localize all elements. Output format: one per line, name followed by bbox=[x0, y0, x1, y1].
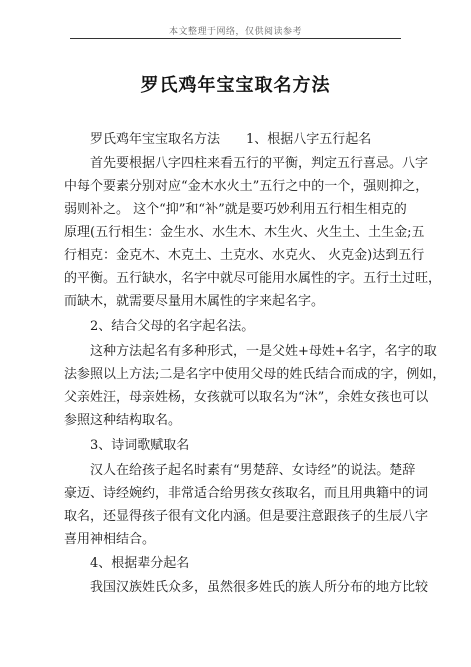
paragraph-line: 喜用神相结合。 bbox=[64, 532, 156, 547]
section-heading: 2、结合父母的名字起名法。 bbox=[90, 319, 255, 334]
paragraph-line: 的平衡。五行缺水，名字中就尽可能用水属性的字。五行土过旺， bbox=[64, 271, 442, 286]
header-divider bbox=[70, 38, 401, 39]
paragraph-line: 这种方法起名有多种形式，一是父姓+母姓+名字，名字的取 bbox=[90, 344, 437, 359]
paragraph-line: 而缺木，就需要尽量用木属性的字来起名字。 bbox=[64, 294, 325, 309]
paragraph-line: 弱则补之。 这个“抑”和“补”就是要巧妙利用五行相生相克的 bbox=[64, 202, 407, 217]
paragraph-line: 我国汉族姓氏众多，虽然很多姓氏的族人所分布的地方比较 bbox=[90, 580, 429, 595]
paragraph-line: 父亲姓汪，母亲姓杨，女孩就可以取名为“沐”，余姓女孩也可以 bbox=[64, 390, 429, 405]
paragraph-line: 取名，还显得孩子很有文化内涵。但是要注意跟孩子的生辰八字 bbox=[64, 509, 429, 524]
header-note: 本文整理于网络，仅供阅读参考 bbox=[168, 27, 302, 37]
paragraph-line: 首先要根据八字四柱来看五行的平衡，判定五行喜忌。八字 bbox=[90, 156, 429, 171]
paragraph-line: 豪迈、诗经婉约，非常适合给男孩女孩取名，而且用典籍中的词 bbox=[64, 486, 429, 501]
section-heading: 4、根据辈分起名 bbox=[90, 556, 190, 571]
paragraph-line: 汉人在给孩子起名时素有“男楚辞、女诗经”的说法。楚辞 bbox=[90, 463, 416, 478]
paragraph-line: 参照这种结构取名。 bbox=[64, 413, 182, 428]
paragraph-line: 法参照以上方法;二是名字中使用父母的姓氏结合而成的字，例如， bbox=[64, 367, 446, 382]
paragraph-line: 原理(五行相生：金生水、水生木、木生火、火生土、土生金;五 bbox=[64, 225, 425, 240]
document-title: 罗氏鸡年宝宝取名方法 bbox=[140, 75, 331, 96]
paragraph-line: 行相克：金克木、木克土、土克水、水克火、 火克金)达到五行 bbox=[64, 248, 425, 263]
paragraph-line: 罗氏鸡年宝宝取名方法 1、根据八字五行起名 bbox=[90, 132, 372, 147]
paragraph-line: 中每个要素分别对应“金木水火土”五行之中的一个，强则抑之， bbox=[64, 179, 429, 194]
section-heading: 3、诗词歌赋取名 bbox=[90, 438, 190, 453]
